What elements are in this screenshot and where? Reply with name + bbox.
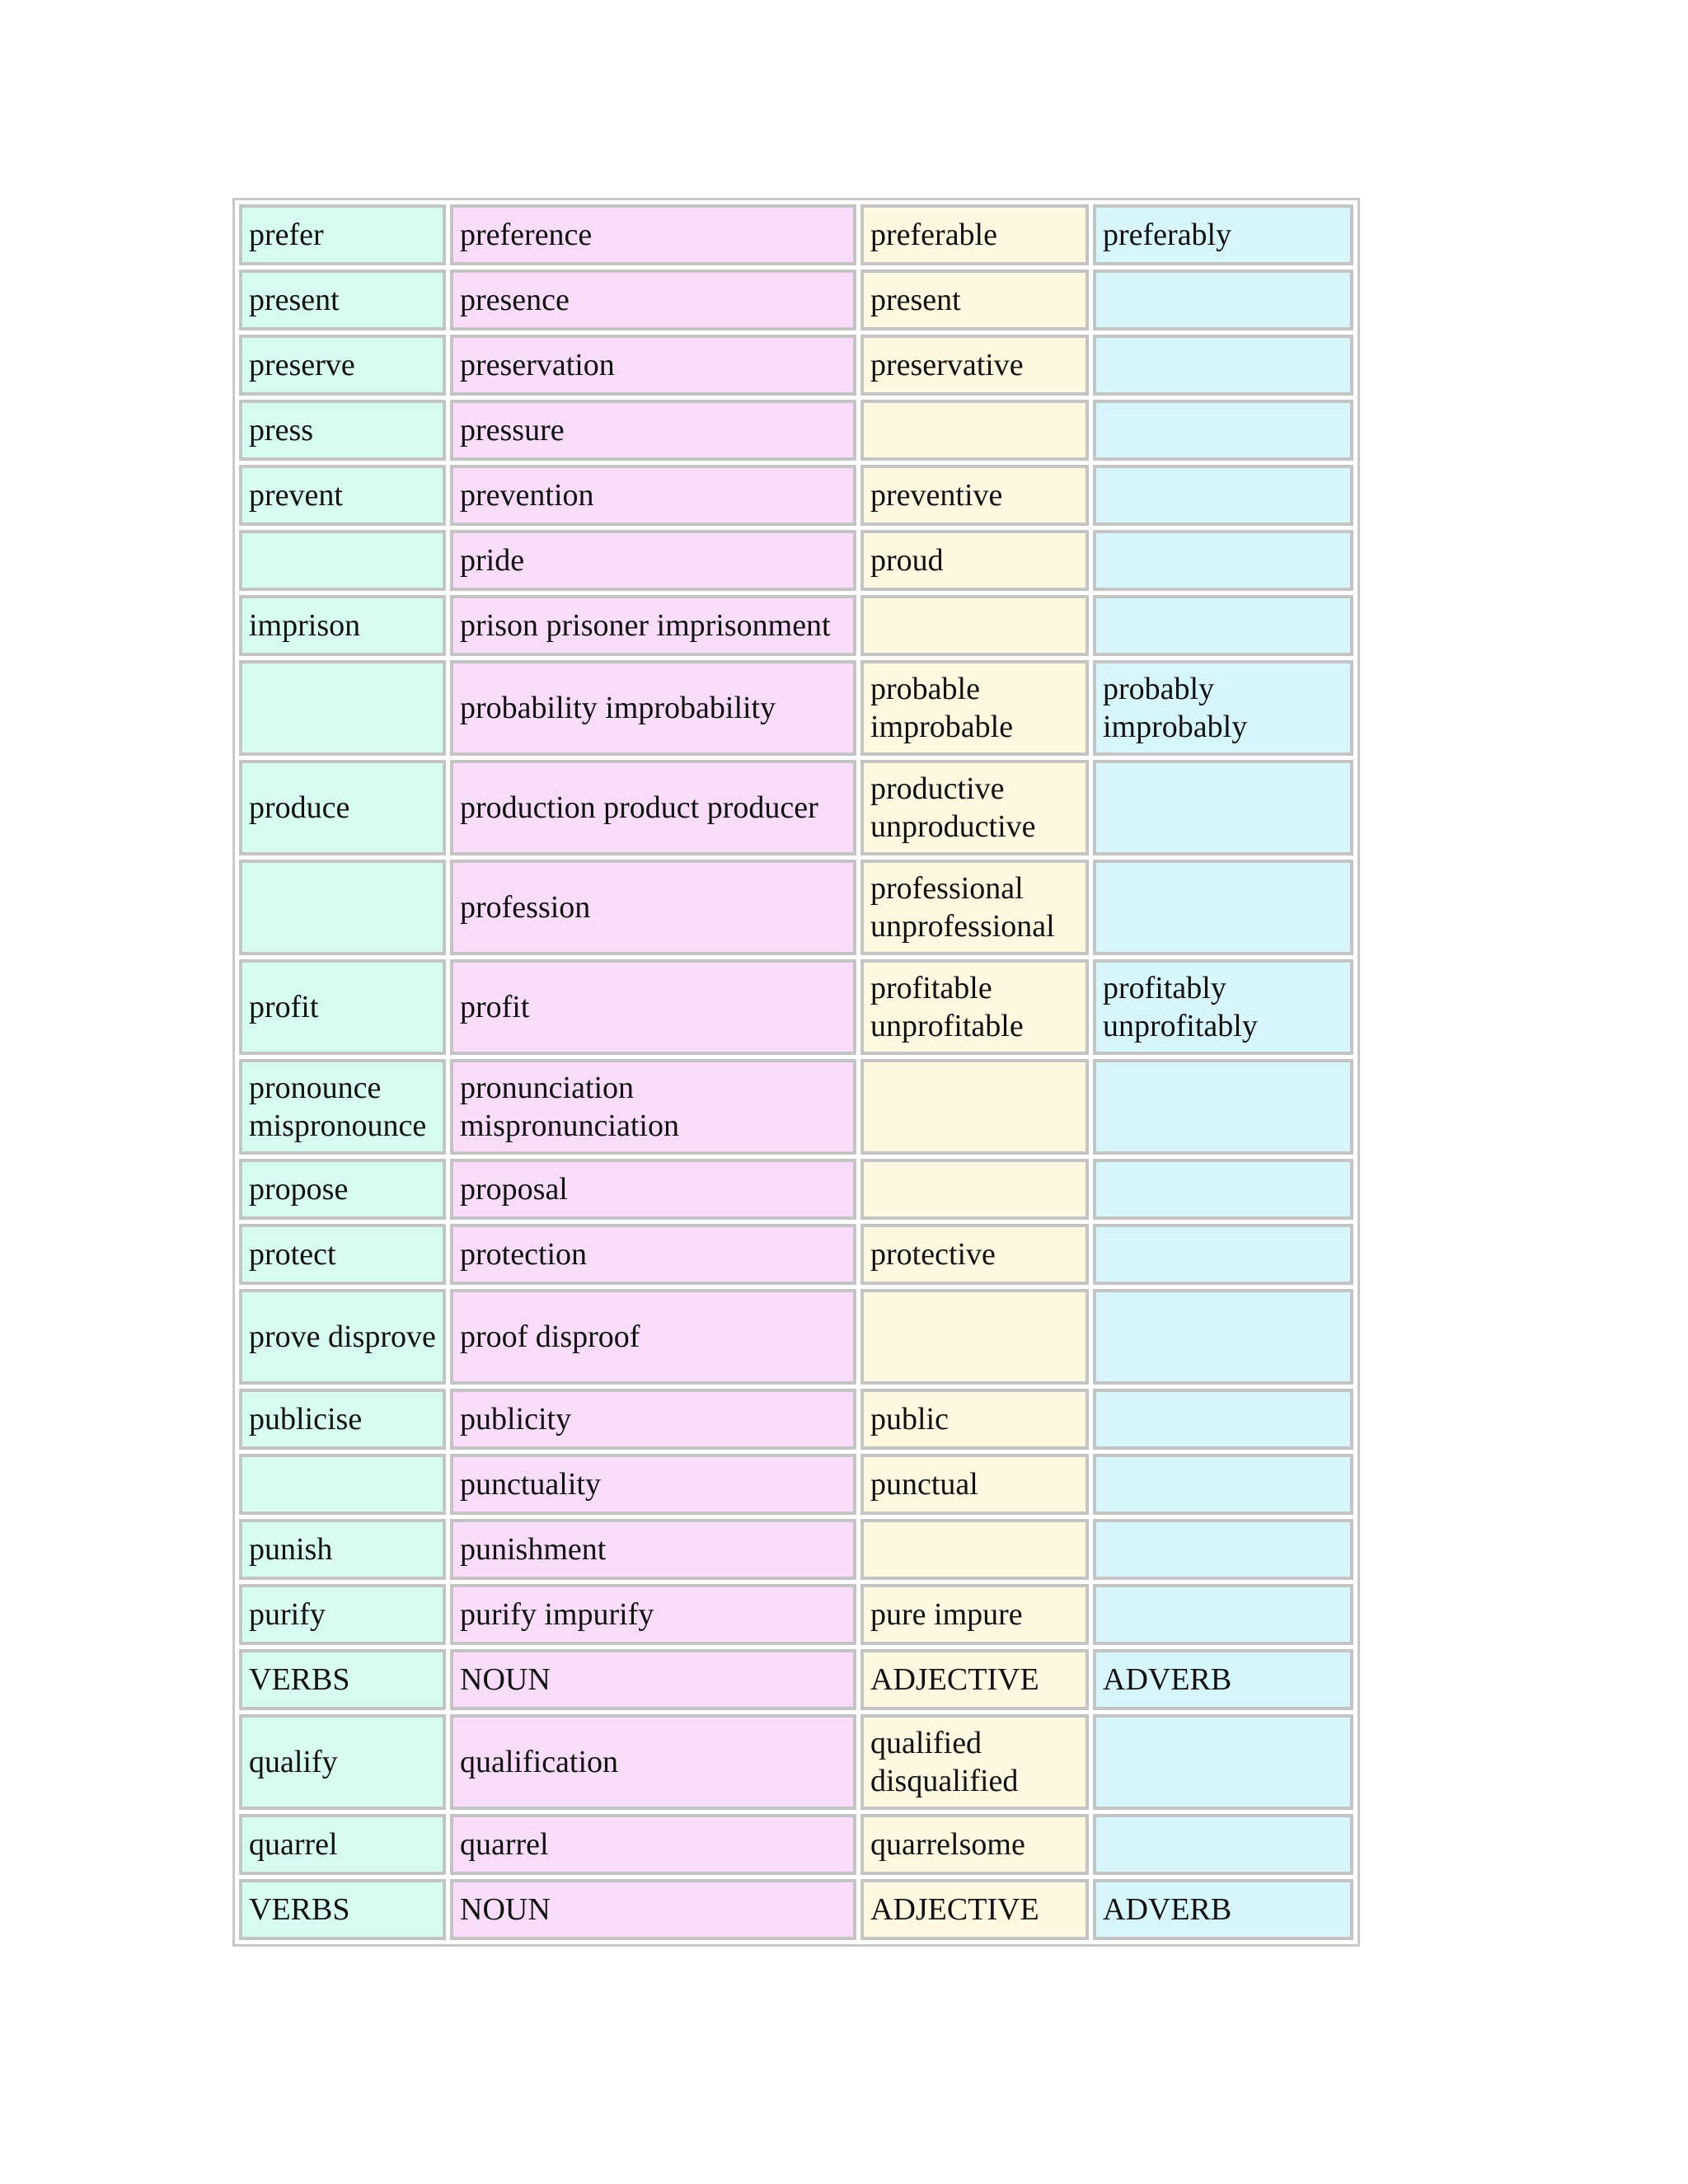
adjective-cell: [860, 1159, 1089, 1220]
table-row: [239, 1649, 1353, 1710]
adjective-cell: [860, 1519, 1089, 1580]
table-row: [239, 269, 1353, 330]
adverb-cell: [1093, 1454, 1353, 1515]
adjective-cell: [860, 1059, 1089, 1155]
verb-cell: [239, 660, 446, 756]
verb-cell: prove disprove: [239, 1289, 446, 1385]
adjective-cell: pure impure: [860, 1584, 1089, 1645]
table-body: [239, 204, 1353, 1940]
adverb-cell: [1093, 595, 1353, 656]
noun-cell: qualification: [450, 1714, 856, 1810]
adverb-cell: [1093, 335, 1353, 396]
verb-cell: purify: [239, 1584, 446, 1645]
verb-cell: protect: [239, 1224, 446, 1285]
noun-cell: presence: [450, 269, 856, 330]
adjective-cell: [860, 400, 1089, 461]
noun-cell: probability improbability: [450, 660, 856, 756]
adverb-cell: [1093, 1159, 1353, 1220]
adverb-cell: [1093, 1814, 1353, 1875]
verb-cell: imprison: [239, 595, 446, 656]
adjective-cell: productive unproductive: [860, 760, 1089, 855]
adverb-cell: [1093, 1714, 1353, 1810]
adjective-cell: proud: [860, 530, 1089, 591]
adjective-cell: public: [860, 1389, 1089, 1450]
adverb-cell: [1093, 400, 1353, 461]
table-row: [239, 860, 1353, 955]
noun-cell: NOUN: [450, 1649, 856, 1710]
verb-cell: preserve: [239, 335, 446, 396]
noun-cell: preference: [450, 204, 856, 265]
noun-cell: production product producer: [450, 760, 856, 855]
noun-cell: prevention: [450, 465, 856, 526]
noun-cell: pronunciation mispronunciation: [450, 1059, 856, 1155]
adverb-cell: [1093, 1224, 1353, 1285]
noun-cell: proposal: [450, 1159, 856, 1220]
adverb-cell: probably improbably: [1093, 660, 1353, 756]
noun-cell: quarrel: [450, 1814, 856, 1875]
verb-cell: prefer: [239, 204, 446, 265]
adjective-cell: profitable unprofitable: [860, 959, 1089, 1055]
adjective-cell: ADJECTIVE: [860, 1879, 1089, 1940]
table-row: [239, 959, 1353, 1055]
table-row: [239, 760, 1353, 855]
table-row: [239, 1519, 1353, 1580]
word-family-table: [232, 198, 1360, 1947]
adjective-cell: [860, 1289, 1089, 1385]
noun-cell: pride: [450, 530, 856, 591]
noun-cell: pressure: [450, 400, 856, 461]
adjective-cell: protective: [860, 1224, 1089, 1285]
adverb-cell: [1093, 1584, 1353, 1645]
table-row: [239, 1159, 1353, 1220]
table-row: [239, 465, 1353, 526]
table-row: [239, 1289, 1353, 1385]
adjective-cell: present: [860, 269, 1089, 330]
table-row: [239, 1714, 1353, 1810]
adverb-cell: preferably: [1093, 204, 1353, 265]
noun-cell: proof disproof: [450, 1289, 856, 1385]
verb-cell: punish: [239, 1519, 446, 1580]
verb-cell: propose: [239, 1159, 446, 1220]
table-row: [239, 1814, 1353, 1875]
adjective-cell: probable improbable: [860, 660, 1089, 756]
adverb-cell: [1093, 1389, 1353, 1450]
verb-cell: [239, 860, 446, 955]
table-row: [239, 1454, 1353, 1515]
adverb-cell: [1093, 1059, 1353, 1155]
verb-cell: profit: [239, 959, 446, 1055]
verb-cell: [239, 1454, 446, 1515]
verb-cell: publicise: [239, 1389, 446, 1450]
noun-cell: punishment: [450, 1519, 856, 1580]
adjective-cell: qualified disqualified: [860, 1714, 1089, 1810]
verb-cell: [239, 530, 446, 591]
adverb-cell: [1093, 465, 1353, 526]
adjective-cell: preservative: [860, 335, 1089, 396]
verb-cell: VERBS: [239, 1879, 446, 1940]
noun-cell: protection: [450, 1224, 856, 1285]
adverb-cell: ADVERB: [1093, 1649, 1353, 1710]
adverb-cell: ADVERB: [1093, 1879, 1353, 1940]
adjective-cell: professional unprofessional: [860, 860, 1089, 955]
noun-cell: preservation: [450, 335, 856, 396]
table-row: [239, 1389, 1353, 1450]
noun-cell: profit: [450, 959, 856, 1055]
noun-cell: profession: [450, 860, 856, 955]
adverb-cell: [1093, 760, 1353, 855]
table-row: [239, 1879, 1353, 1940]
adverb-cell: [1093, 1289, 1353, 1385]
adjective-cell: punctual: [860, 1454, 1089, 1515]
noun-cell: publicity: [450, 1389, 856, 1450]
table-row: [239, 1059, 1353, 1155]
noun-cell: purify impurify: [450, 1584, 856, 1645]
adjective-cell: preventive: [860, 465, 1089, 526]
noun-cell: punctuality: [450, 1454, 856, 1515]
table-row: [239, 1224, 1353, 1285]
verb-cell: qualify: [239, 1714, 446, 1810]
verb-cell: prevent: [239, 465, 446, 526]
adjective-cell: preferable: [860, 204, 1089, 265]
adjective-cell: [860, 595, 1089, 656]
verb-cell: produce: [239, 760, 446, 855]
verb-cell: quarrel: [239, 1814, 446, 1875]
table-row: [239, 595, 1353, 656]
noun-cell: prison prisoner imprisonment: [450, 595, 856, 656]
adverb-cell: [1093, 530, 1353, 591]
verb-cell: press: [239, 400, 446, 461]
table-row: [239, 335, 1353, 396]
verb-cell: present: [239, 269, 446, 330]
verb-cell: pronounce mispronounce: [239, 1059, 446, 1155]
table-row: [239, 660, 1353, 756]
table-row: [239, 530, 1353, 591]
adjective-cell: ADJECTIVE: [860, 1649, 1089, 1710]
adjective-cell: quarrelsome: [860, 1814, 1089, 1875]
adverb-cell: [1093, 860, 1353, 955]
adverb-cell: [1093, 1519, 1353, 1580]
adverb-cell: [1093, 269, 1353, 330]
verb-cell: VERBS: [239, 1649, 446, 1710]
table-row: [239, 204, 1353, 265]
table-row: [239, 400, 1353, 461]
adverb-cell: profitably unprofitably: [1093, 959, 1353, 1055]
noun-cell: NOUN: [450, 1879, 856, 1940]
table-row: [239, 1584, 1353, 1645]
